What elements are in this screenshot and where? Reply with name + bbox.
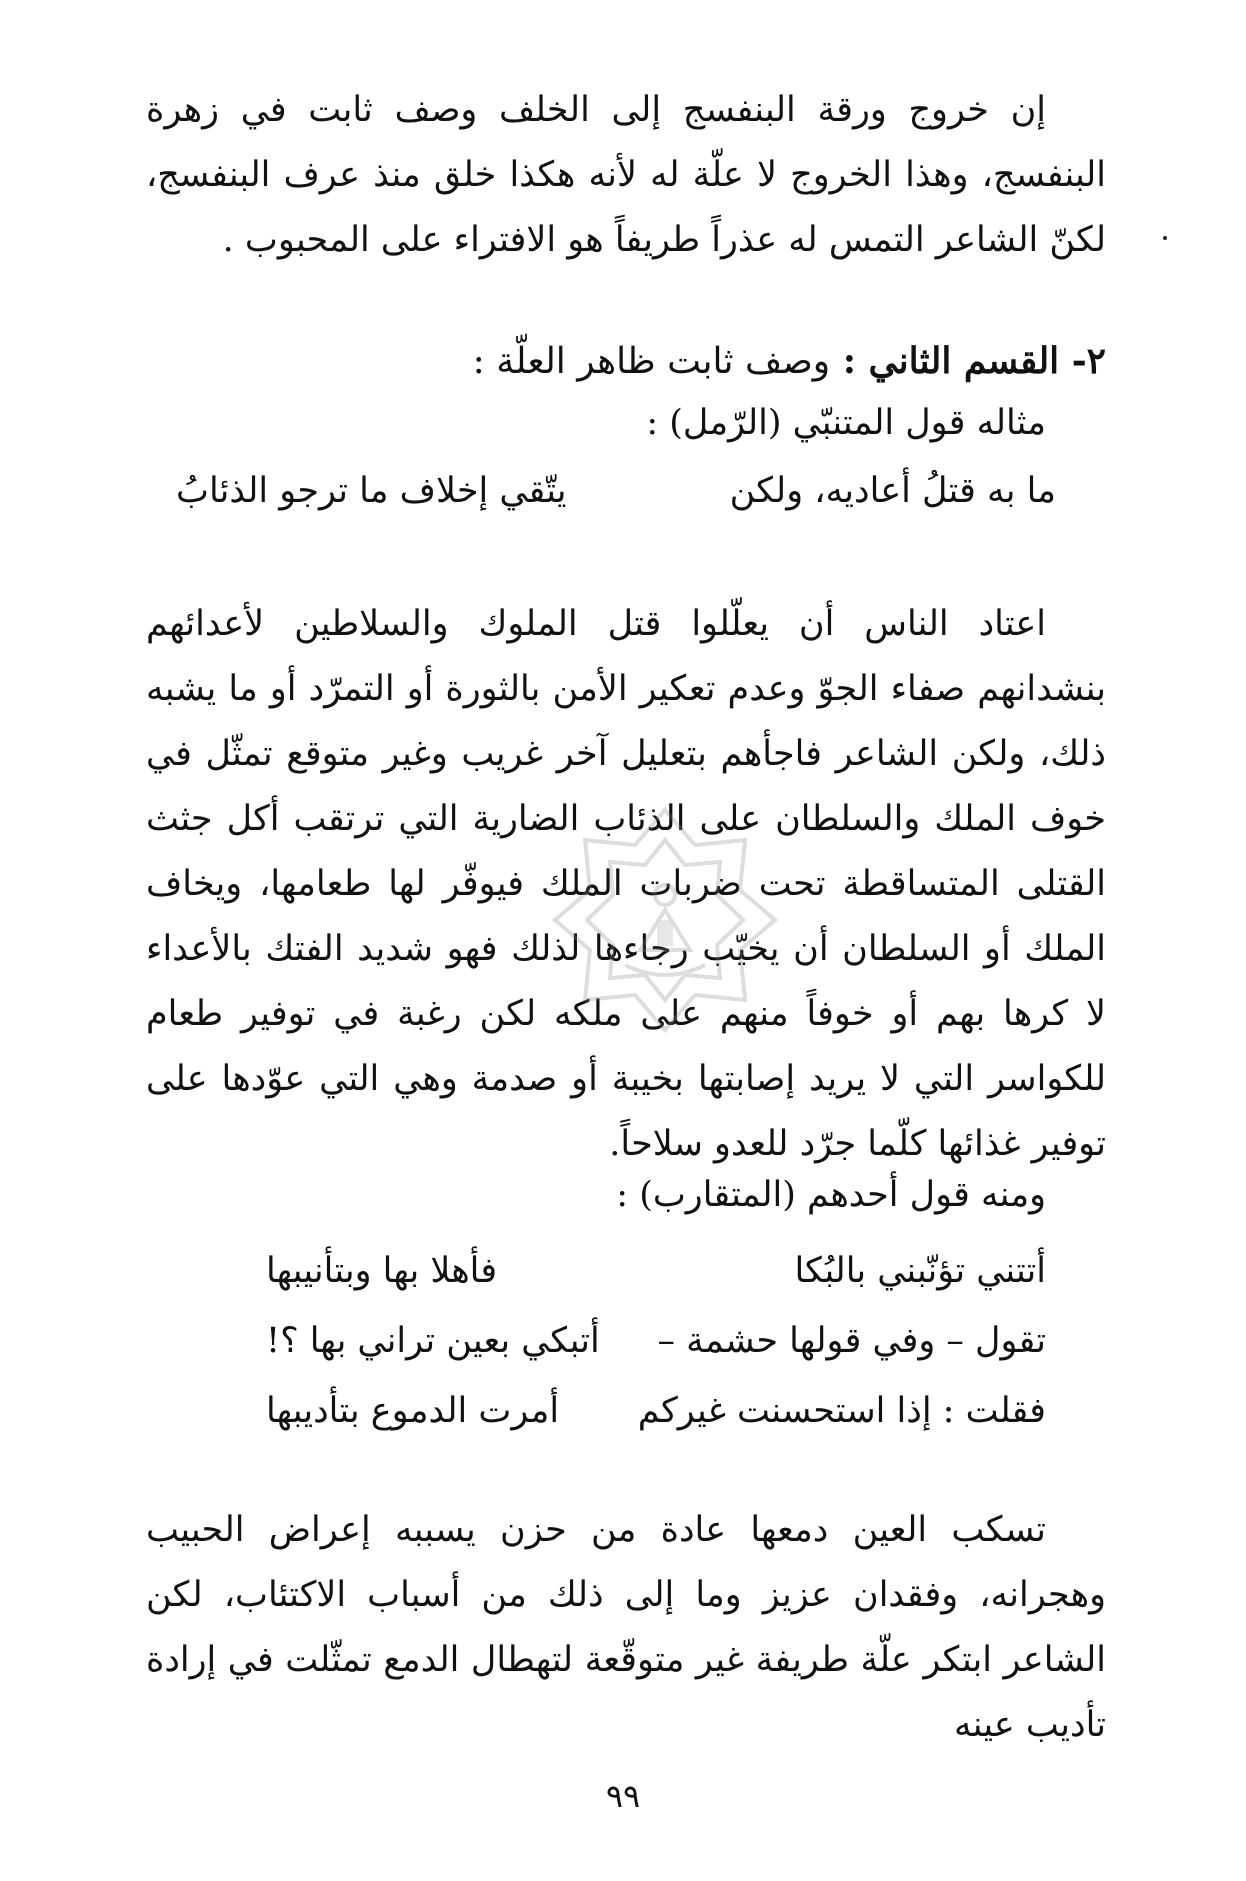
poem-line <box>266 1376 1046 1446</box>
paragraph-violet-leaf <box>146 78 1106 273</box>
verse-mutanabbi <box>176 466 1056 516</box>
paragraph-text: إن خروج ورقة البنفسج إلى الخلف وصف ثابت في زهرة البنفسج، وهذا الخروج لا علّة له لأنه هكذا خلق منذ عرف البنفسج، لكنّ الشاعر التمس له عذراً طريفاً هو الافتراء على المحبوب . <box>146 90 1106 260</box>
verse-second-hemistich: يتّقي إخلاف ما ترجو الذئابُ <box>176 471 567 511</box>
library-seal-icon <box>545 800 785 1040</box>
section-number-title: ٢- القسم الثاني : <box>842 340 1106 382</box>
poem-first-hemistich: فقلت : إذا استحسنت غيركم <box>637 1391 1046 1431</box>
page-number: ٩٩ <box>605 1777 641 1815</box>
poem-first-hemistich: أتتني تؤنّبني بالبُكا <box>794 1251 1046 1291</box>
paragraph-tears-explanation <box>146 1498 1106 1758</box>
example-intro-mutanabbi: مثاله قول المتنبّي (الرّمل) : <box>646 403 1046 443</box>
poem-line <box>266 1236 1046 1306</box>
poem-first-hemistich: تقول – وفي قولها حشمة – <box>657 1321 1046 1361</box>
section-description: وصف ثابت ظاهر العلّة : <box>472 341 831 382</box>
scan-speck <box>1163 236 1167 240</box>
poem-line <box>266 1306 1046 1376</box>
poem-tears <box>266 1236 1046 1446</box>
poem-second-hemistich: أتبكي بعين تراني بها ؟! <box>266 1321 600 1361</box>
poem-second-hemistich: فأهلا بها وبتأنيبها <box>266 1251 498 1291</box>
poem-second-hemistich: أمرت الدموع بتأديبها <box>266 1391 560 1431</box>
verse-first-hemistich: ما به قتلُ أعاديه، ولكن <box>729 471 1056 511</box>
example-intro-mutaqarib: ومنه قول أحدهم (المتقارب) : <box>616 1175 1046 1215</box>
paragraph-text: تسكب العين دمعها عادة من حزن يسببه إعراض الحبيب وهجرانه، وفقدان عزيز وما إلى ذلك من أسباب الاكتئاب، لكن الشاعر ابتكر علّة طريفة غير متوقّعة لتهطال الدمع تمثّلت في إرادة تأديب عينه <box>146 1510 1106 1745</box>
paragraph-text: اعتاد الناس أن يعلّلوا قتل الملوك والسلاطين لأعدائهم بنشدانهم صفاء الجوّ وعدم تعكير الأمن بالثورة أو التمرّد أو ما يشبه ذلك، ولكن الشاعر فاجأهم بتعليل آخر غريب وغير متوقع تمثّل في خوف الملك والسلطان على الذئاب الضارية التي ترتقب أكل جثث القتلى المتساقطة تحت ضربات الملك فيوفّر لها طعامها، ويخاف الملك أو السلطان أن يخيّب رجاءها لذلك فهو شديد الفتك بالأعداء لا كرها بهم أو خوفاً منهم على ملكه لكن رغبة في توفير طعام للكواسر التي لا يريد إصابتها بخيبة أو صدمة وهي التي عوّدها على توفير غذائها كلّما جرّد للعدو سلاحاً. <box>146 604 1106 1164</box>
section-heading <box>473 336 1106 387</box>
